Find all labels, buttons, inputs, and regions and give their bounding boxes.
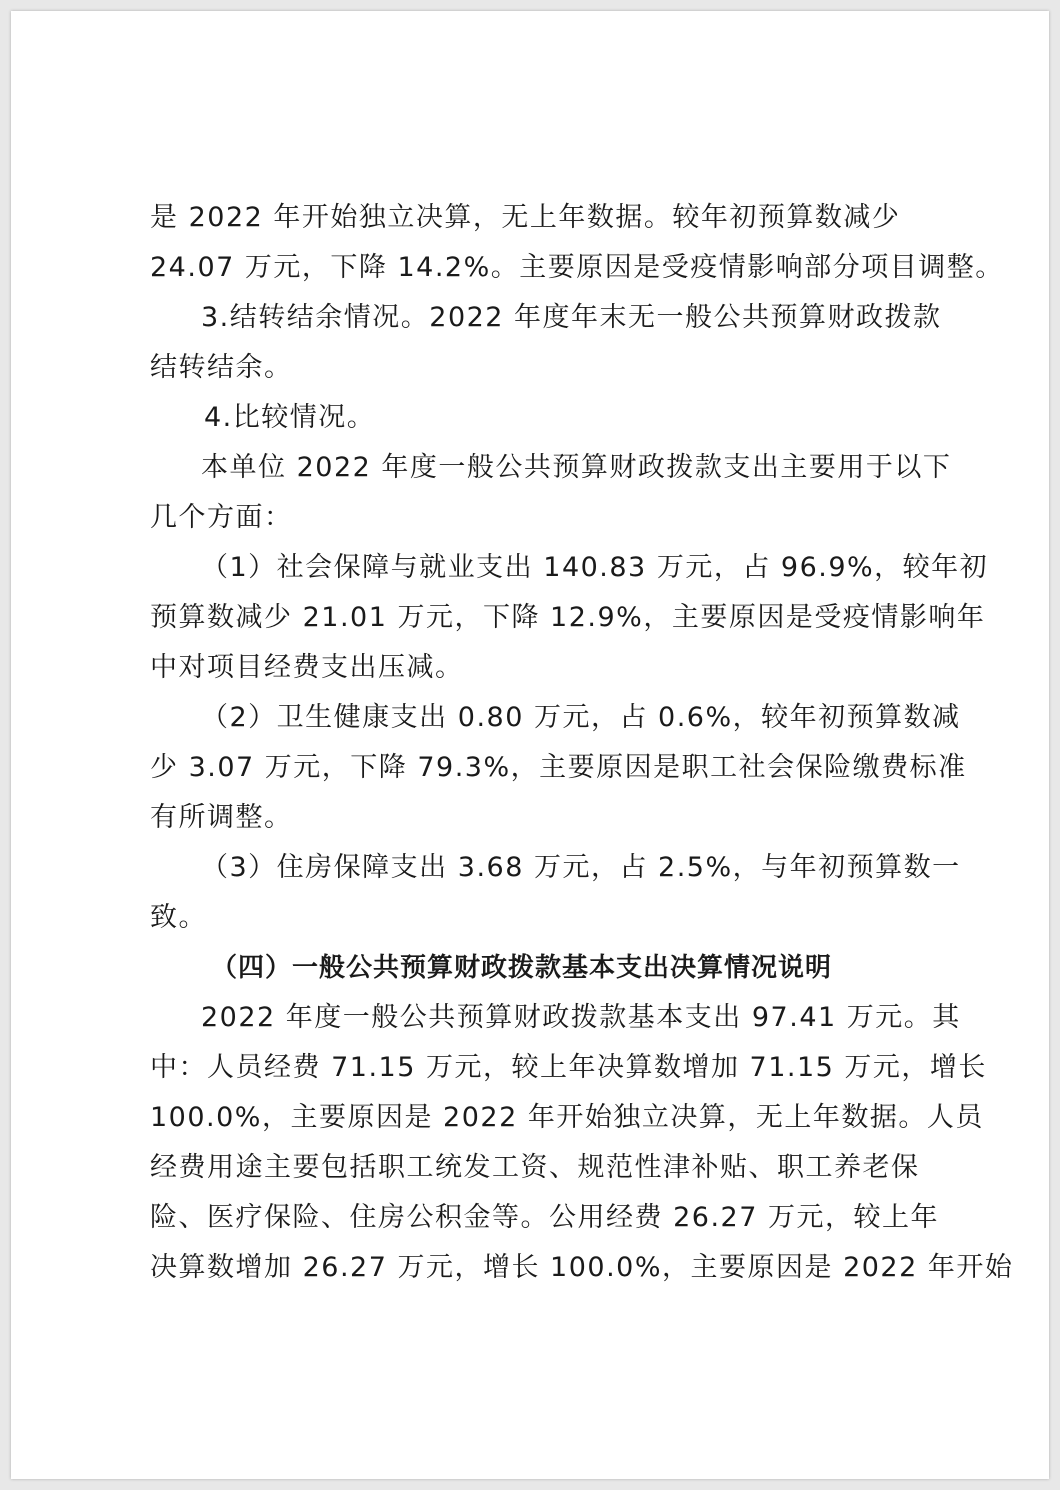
document-page [11, 11, 1049, 1479]
text-line: 是 2022 年开始独立决算，无上年数据。较年初预算数减少 [150, 202, 901, 233]
text-line: 决算数增加 26.27 万元，增长 100.0%，主要原因是 2022 年开始 [150, 1252, 1014, 1283]
text-line: 致。 [150, 902, 207, 933]
text-line: 24.07 万元，下降 14.2%。主要原因是受疫情影响部分项目调整。 [150, 252, 1004, 283]
text-line: 中：人员经费 71.15 万元，较上年决算数增加 71.15 万元，增长 [150, 1052, 987, 1083]
text-line: 本单位 2022 年度一般公共预算财政拨款支出主要用于以下 [201, 452, 952, 483]
text-line: 3.结转结余情况。2022 年度年末无一般公共预算财政拨款 [201, 302, 942, 333]
text-line: 结转结余。 [150, 352, 293, 383]
text-line: 险、医疗保险、住房公积金等。公用经费 26.27 万元，较上年 [150, 1202, 939, 1233]
text-line: （2）卫生健康支出 0.80 万元，占 0.6%，较年初预算数减 [201, 702, 961, 733]
text-line: （3）住房保障支出 3.68 万元，占 2.5%，与年初预算数一 [201, 852, 961, 883]
text-line: 4.比较情况。 [204, 402, 376, 433]
text-line: 100.0%，主要原因是 2022 年开始独立决算，无上年数据。人员 [150, 1102, 984, 1133]
text-line: 经费用途主要包括职工统发工资、规范性津补贴、职工养老保 [150, 1152, 920, 1183]
section-heading: （四）一般公共预算财政拨款基本支出决算情况说明 [211, 953, 833, 983]
text-line: 预算数减少 21.01 万元，下降 12.9%，主要原因是受疫情影响年 [150, 602, 986, 633]
text-line: 中对项目经费支出压减。 [150, 652, 464, 683]
text-line: （1）社会保障与就业支出 140.83 万元，占 96.9%，较年初 [201, 552, 989, 583]
text-line: 2022 年度一般公共预算财政拨款基本支出 97.41 万元。其 [201, 1002, 961, 1033]
text-line: 少 3.07 万元，下降 79.3%，主要原因是职工社会保险缴费标准 [150, 752, 967, 783]
text-line: 有所调整。 [150, 802, 293, 833]
text-line: 几个方面： [150, 502, 293, 533]
